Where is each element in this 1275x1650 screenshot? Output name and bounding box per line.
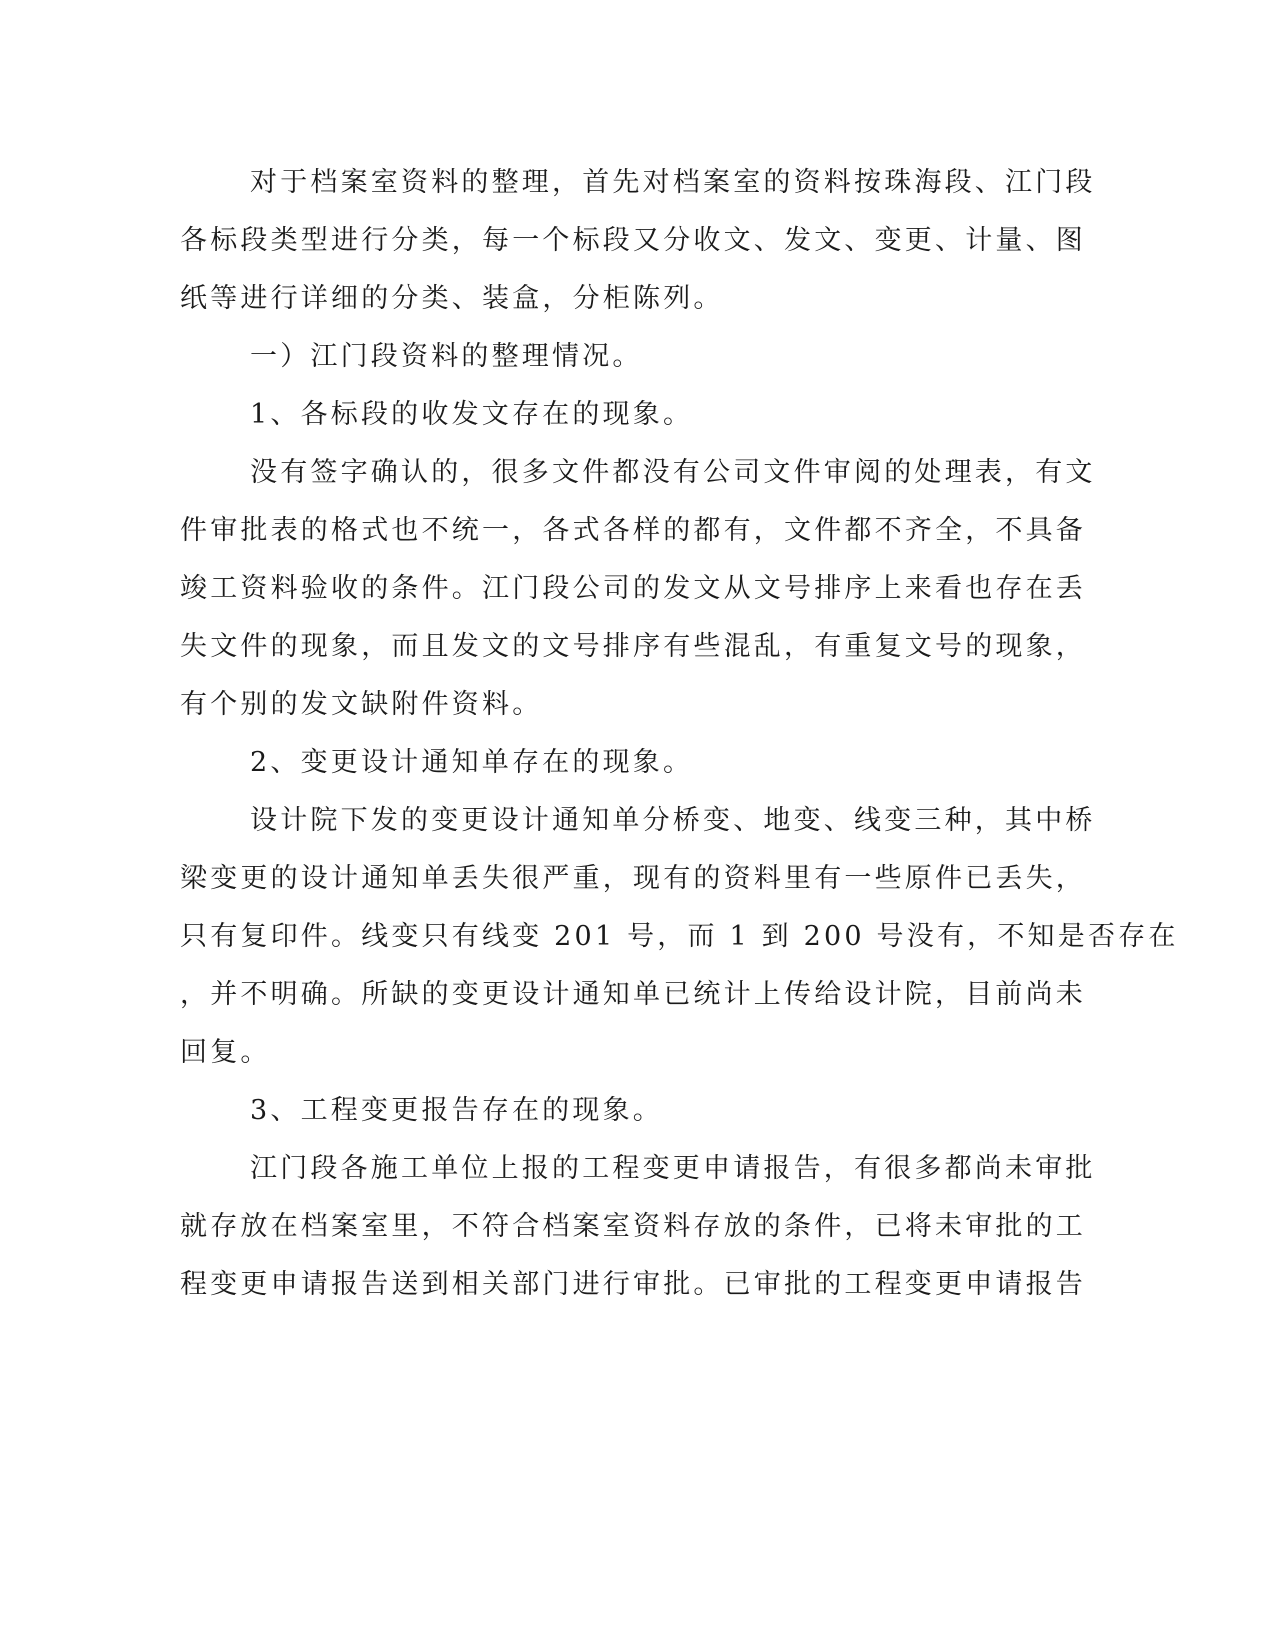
text-line-6: 没有签字确认的，很多文件都没有公司文件审阅的处理表，有文	[250, 457, 1096, 488]
section-heading-1: 一）江门段资料的整理情况。	[250, 341, 643, 372]
text-line-14: 只有复印件。线变只有线变 201 号，而 1 到 200 号没有，不知是否存在	[180, 921, 1179, 952]
text-line-15: ，并不明确。所缺的变更设计通知单已统计上传给设计院，目前尚未	[180, 979, 1086, 1010]
text-line-16: 回复。	[180, 1037, 271, 1068]
text-line-13: 梁变更的设计通知单丢失很严重，现有的资料里有一些原件已丢失，	[180, 863, 1086, 894]
text-line-19: 就存放在档案室里，不符合档案室资料存放的条件，已将未审批的工	[180, 1211, 1086, 1242]
text-line-9: 失文件的现象，而且发文的文号排序有些混乱，有重复文号的现象，	[180, 631, 1086, 662]
subheading-3: 3、工程变更报告存在的现象。	[250, 1095, 663, 1126]
text-line-10: 有个别的发文缺附件资料。	[180, 689, 543, 720]
text-line-20: 程变更申请报告送到相关部门进行审批。已审批的工程变更申请报告	[180, 1269, 1086, 1300]
subheading-2: 2、变更设计通知单存在的现象。	[250, 747, 694, 778]
text-line-12: 设计院下发的变更设计通知单分桥变、地变、线变三种，其中桥	[250, 805, 1096, 836]
text-line-1: 对于档案室资料的整理，首先对档案室的资料按珠海段、江门段	[250, 167, 1096, 198]
text-line-3: 纸等进行详细的分类、装盒，分柜陈列。	[180, 283, 724, 314]
subheading-1: 1、各标段的收发文存在的现象。	[250, 399, 694, 430]
text-line-2: 各标段类型进行分类，每一个标段又分收文、发文、变更、计量、图	[180, 225, 1086, 256]
text-line-8: 竣工资料验收的条件。江门段公司的发文从文号排序上来看也存在丢	[180, 573, 1086, 604]
text-line-18: 江门段各施工单位上报的工程变更申请报告，有很多都尚未审批	[250, 1153, 1096, 1184]
text-line-7: 件审批表的格式也不统一，各式各样的都有，文件都不齐全，不具备	[180, 515, 1086, 546]
